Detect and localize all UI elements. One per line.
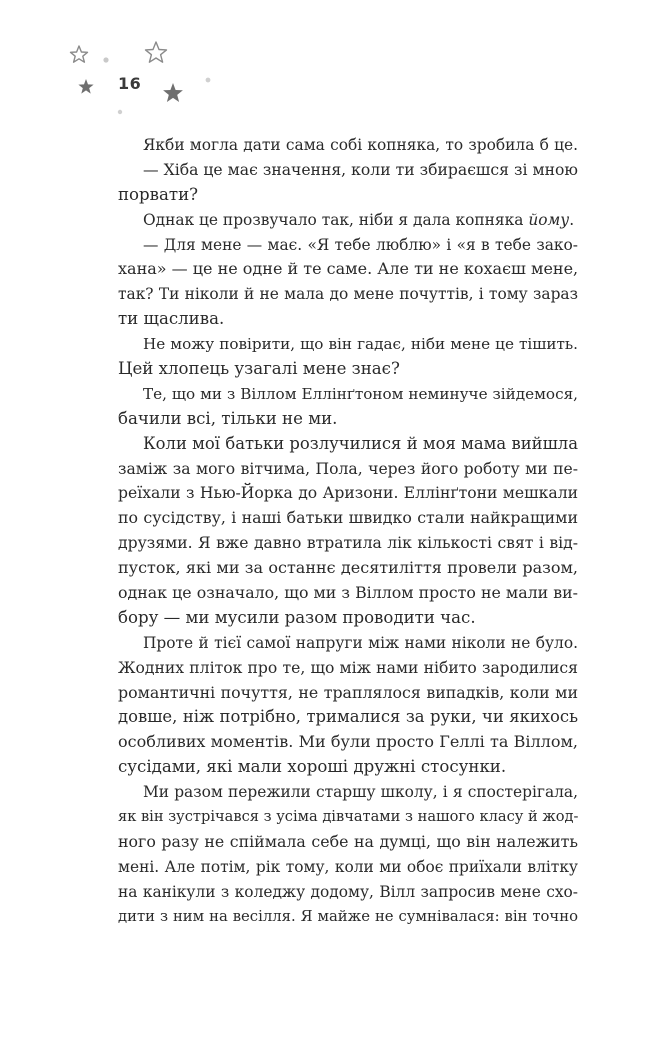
- text-line: ного разу не спіймала себе на думці, що він належить: [118, 831, 578, 851]
- text-line: дити з ним на весілля. Я майже не сумнівалася: він точно: [118, 907, 578, 925]
- text-line: порвати?: [118, 184, 199, 204]
- text-line: Цей хлопець узагалі мене знає?: [118, 359, 400, 379]
- text-line: мені. Але потім, рік тому, коли ми обоє приїхали влітку: [118, 857, 578, 876]
- text-line: — Хіба це має значення, коли ти збираєшся зі мною: [143, 160, 578, 179]
- italic-word: йому: [528, 210, 570, 229]
- text-line: — Для мене — має. «Я тебе люблю» і «я в тебе зако-: [143, 235, 578, 254]
- star-filled-icon: [78, 79, 93, 94]
- dot-icon: [206, 78, 211, 83]
- text-line: друзями. Я вже давно втратила лік кількості свят і від-: [118, 534, 578, 553]
- text-line: на канікули з коледжу додому, Вілл запросив мене схо-: [118, 882, 578, 901]
- text-fragment: .: [569, 210, 575, 229]
- text-fragment: Однак це прозвучало так, ніби я дала копняка: [143, 210, 529, 229]
- text-line: сусідами, які мали хороші дружні стосунки.: [118, 757, 507, 777]
- text-line: ти щаслива.: [118, 309, 225, 329]
- text-line: по сусідству, і наші батьки швидко стали найкращими: [118, 508, 578, 528]
- text-line: заміж за мого вітчима, Пола, через його роботу ми пе-: [118, 459, 578, 478]
- star-outline-icon: [71, 46, 88, 62]
- text-line: романтичні почуття, не траплялося випадків, коли ми: [118, 682, 578, 702]
- text-line: однак це означало, що ми з Віллом просто не мали ви-: [118, 583, 578, 603]
- star-decoration: [0, 0, 669, 140]
- text-line: Не можу повірити, що він гадає, ніби мене це тішить.: [143, 335, 578, 354]
- star-filled-icon: [163, 83, 183, 102]
- text-line: Коли мої батьки розлучилися й моя мама вийшла: [143, 433, 578, 453]
- text-line: хана» — це не одне й те саме. Але ти не кохаєш мене,: [118, 259, 579, 279]
- star-outline-icon: [146, 42, 167, 62]
- text-line: пусток, які ми за останнє десятиліття провели разом,: [118, 558, 578, 578]
- text-line: реїхали з Нью-Йорка до Аризони. Еллінґтони мешкали: [118, 484, 578, 503]
- text-line: Якби могла дати сама собі копняка, то зробила б це.: [143, 136, 578, 154]
- text-line: довше, ніж потрібно, трималися за руки, чи якихось: [118, 707, 578, 727]
- text-line: як він зустрічався з усіма дівчатами з нашого класу й жод-: [118, 808, 579, 826]
- page-number: 16: [118, 74, 142, 93]
- dot-icon: [103, 57, 108, 62]
- text-line: Жодних пліток про те, що між нами нібито зародилися: [118, 658, 578, 677]
- text-line: Те, що ми з Віллом Еллінґтоном неминуче зійдемося,: [143, 384, 578, 403]
- text-line: так? Ти ніколи й не мала до мене почуттів, і тому зараз: [118, 285, 578, 304]
- text-line: особливих моментів. Ми були просто Геллі та Віллом,: [118, 732, 578, 752]
- text-line: бачили всі, тільки не ми.: [118, 408, 338, 428]
- text-line: Проте й тієї самої напруги між нами ніколи не було.: [143, 633, 578, 652]
- text-line: [118, 208, 578, 233]
- text-line: Ми разом пережили старшу школу, і я спостерігала,: [143, 783, 578, 802]
- text-line: бору — ми мусили разом проводити час.: [118, 607, 476, 627]
- dot-icon: [118, 110, 122, 114]
- body-text: [118, 133, 578, 930]
